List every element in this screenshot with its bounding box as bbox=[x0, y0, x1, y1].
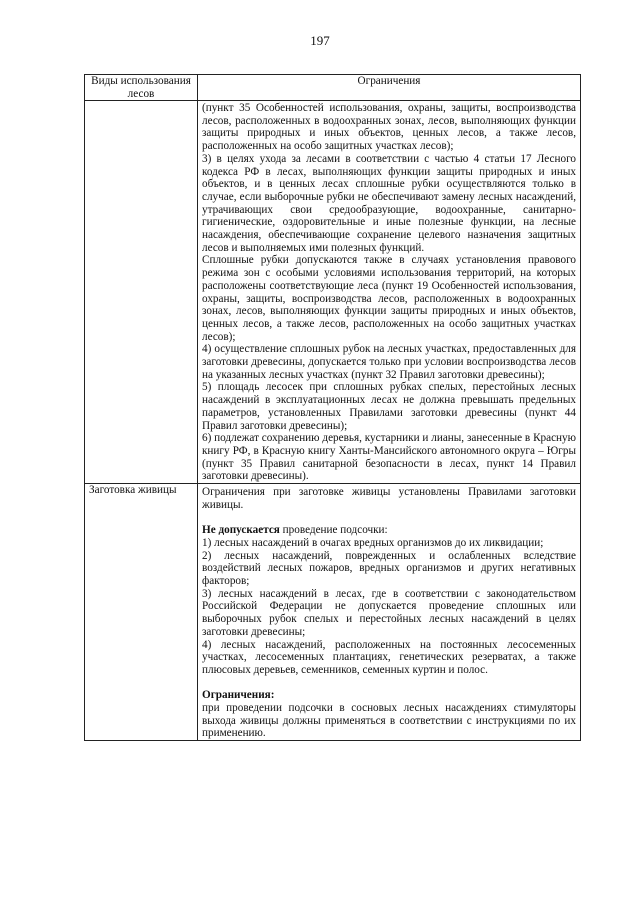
not-allowed-heading: Не допускается bbox=[202, 524, 280, 537]
paragraph: 4) осуществление сплошных рубок на лесных участках, предоставленных для заготовки древесины, допускается только при условии воспроизводства лесов на указанных лесных участках (пункт 32 Правил заготовки древесины); bbox=[202, 343, 576, 381]
paragraph: (пункт 35 Особенностей использования, охраны, защиты, воспроизводства лесов, расположенных в водоохранных зонах, лесов, выполняющих функции защиты природных и иных объектов, ценных лесов, а также лесов, расположенных на особо защитных участках лесов); bbox=[202, 102, 576, 153]
use-type-cell bbox=[85, 101, 198, 484]
restrictions-table bbox=[84, 74, 581, 741]
paragraph: 3) в целях ухода за лесами в соответствии с частью 4 статьи 17 Лесного кодекса РФ в лесах, выполняющих функции защиты природных и иных объектов, и в ценных лесах сплошные рубки осуществляются только в случае, если выборочные рубки не обеспечивают замену лесных насаждений, утрачивающих свои средообразующие, водоохранные, санитарно-гигиенические, оздоровительные и иные полезные функции, на лесные насаждения, обеспечивающие сохранение целевого назначения защитных лесов и выполняемых ими полезных функций. bbox=[202, 152, 576, 254]
paragraph: 5) площадь лесосек при сплошных рубках спелых, перестойных лесных насаждений в эксплуатационных лесах не должна превышать предельных параметров, установленных Правилами заготовки древесины (пункт 44 Правил заготовки древесины); bbox=[202, 381, 576, 432]
not-allowed-text: проведение подсочки: bbox=[279, 524, 388, 537]
list-item: 2) лесных насаждений, поврежденных и ослабленных вследствие воздействий лесных пожаров, вредных организмов и других негативных факторов; bbox=[202, 549, 576, 587]
header-forest-use-types: Виды использования лесов bbox=[85, 75, 198, 101]
restrictions-cell bbox=[198, 484, 581, 741]
header-restrictions: Ограничения bbox=[198, 75, 581, 101]
table-row bbox=[85, 484, 581, 741]
paragraph: Сплошные рубки допускаются также в случаях установления правового режима зон с особыми условиями использования территорий, на которых расположены соответствующие леса (пункт 19 Особенностей использования, охраны, защиты, воспроизводства лесов, расположенных в водоохранных зонах, лесов, выполняющих функции защиты природных и иных объектов, ценных лесов, а также лесов, расположенных на особо защитных участках лесов); bbox=[202, 254, 576, 343]
restrictions-text: при проведении подсочки в сосновых лесных насаждениях стимуляторы выхода живицы должны применяться в соответствии с инструкциями по их применению. bbox=[202, 702, 576, 740]
page-number: 197 bbox=[310, 33, 330, 48]
use-type-cell: Заготовка живицы bbox=[85, 484, 198, 741]
paragraph: 6) подлежат сохранению деревья, кустарники и лианы, занесенные в Красную книгу РФ, в Красную книгу Ханты-Мансийского автономного округа – Югры (пункт 35 Правил санитарной безопасности в лесах, пункт 14 Правил заготовки древесины). bbox=[202, 432, 576, 483]
restrictions-heading: Ограничения: bbox=[202, 689, 275, 702]
table-row bbox=[85, 101, 581, 484]
not-allowed-line bbox=[202, 524, 576, 537]
intro-paragraph: Ограничения при заготовке живицы установлены Правилами заготовки живицы. bbox=[202, 486, 576, 511]
table-header-row bbox=[85, 75, 581, 101]
restrictions-cell bbox=[198, 101, 581, 484]
list-item: 3) лесных насаждений в лесах, где в соответствии с законодательством Российской Федерации не допускается проведение сплошных или выборочных рубок спелых и перестойных лесных насаждений в целях заготовки древесины; bbox=[202, 587, 576, 638]
list-item: 4) лесных насаждений, расположенных на постоянных лесосеменных участках, лесосеменных плантациях, генетических резерватах, а также плюсовых деревьев, семенников, семенных куртин и полос. bbox=[202, 638, 576, 676]
list-item: 1) лесных насаждений в очагах вредных организмов до их ликвидации; bbox=[202, 536, 544, 549]
